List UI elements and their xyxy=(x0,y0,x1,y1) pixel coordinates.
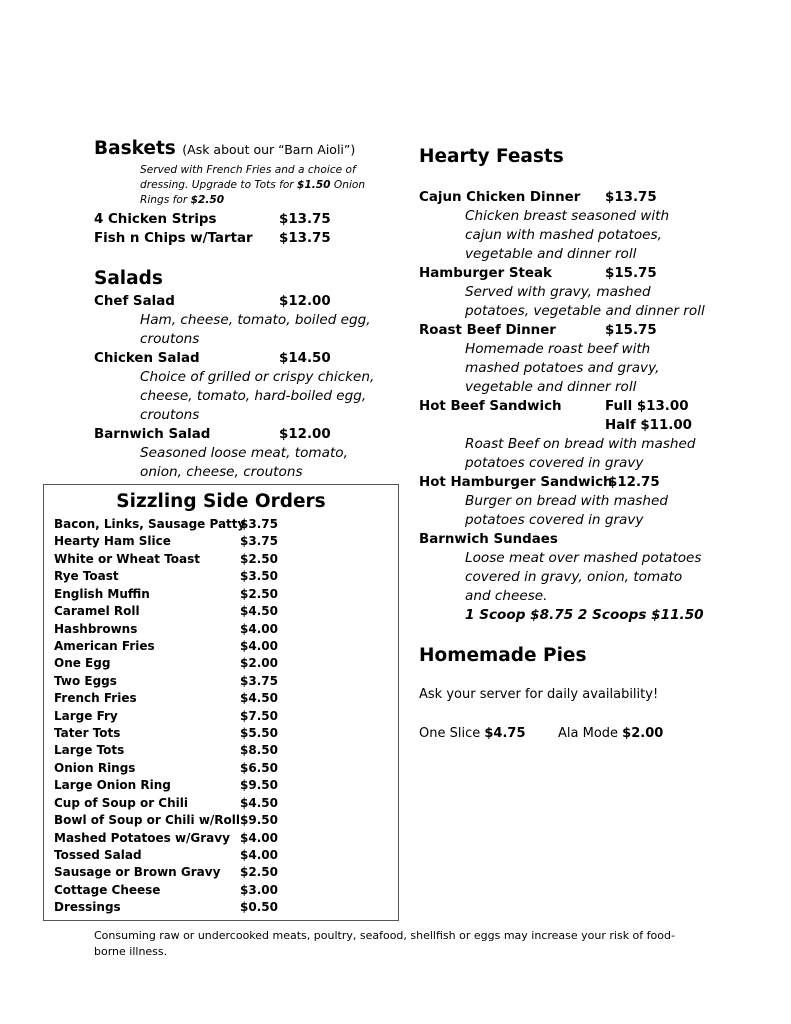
menu-item-price: $13.75 xyxy=(279,231,331,246)
menu-item: Chef Salad xyxy=(94,294,175,309)
menu-item-price: $15.75 xyxy=(605,266,657,281)
side-order-price: $3.75 xyxy=(240,517,278,531)
side-order-row xyxy=(54,795,394,812)
side-order-name: Rye Toast xyxy=(54,569,119,584)
side-order-row xyxy=(54,673,394,690)
menu-item-price-full: Full $13.00 xyxy=(605,399,689,414)
side-order-name: Cottage Cheese xyxy=(54,882,161,897)
sundae-scoop-prices: 1 Scoop $8.75 2 Scoops $11.50 xyxy=(465,607,704,623)
menu-item: Barnwich Sundaes xyxy=(419,532,558,547)
side-orders-title: Sizzling Side Orders xyxy=(116,491,326,512)
side-order-name: Hearty Ham Slice xyxy=(54,534,171,549)
side-order-price: $2.00 xyxy=(240,656,278,671)
pies-note: Ask your server for daily availability! xyxy=(419,687,659,702)
menu-item-description: Loose meat over mashed potatoes covered in gravy, onion, tomato and cheese. xyxy=(465,550,702,604)
side-order-name: Tater Tots xyxy=(54,726,121,741)
side-order-row xyxy=(54,638,394,655)
side-order-row xyxy=(54,690,394,707)
side-order-price: $3.50 xyxy=(240,569,278,584)
side-order-price: $9.50 xyxy=(240,813,278,828)
side-order-name: French Fries xyxy=(54,691,137,706)
menu-item: Fish n Chips w/Tartar xyxy=(94,231,253,246)
side-order-row xyxy=(54,830,394,847)
side-order-row xyxy=(54,847,394,864)
side-order-price: $5.50 xyxy=(240,726,278,741)
menu-item-price: $12.00 xyxy=(279,427,331,442)
side-order-price: $4.50 xyxy=(240,795,278,810)
menu-item-price-half: Half $11.00 xyxy=(605,418,692,433)
side-order-name: Hashbrowns xyxy=(54,621,138,636)
side-order-name: One Egg xyxy=(54,656,111,671)
side-order-name: Bacon, Links, Sausage Patty xyxy=(54,517,246,531)
side-order-row xyxy=(54,725,394,742)
side-order-name: Cup of Soup or Chili xyxy=(54,795,188,810)
menu-item: 4 Chicken Strips xyxy=(94,212,217,227)
side-order-name: Tossed Salad xyxy=(54,847,142,862)
side-order-price: $3.75 xyxy=(240,673,278,688)
side-order-row xyxy=(54,621,394,638)
pies-title: Homemade Pies xyxy=(419,645,587,666)
pie-slice-price: One Slice $4.75 xyxy=(419,726,526,741)
baskets-note: (Ask about our “Barn Aioli”) xyxy=(182,142,356,157)
side-order-price: $0.50 xyxy=(240,900,278,915)
menu-item-price: $12.75 xyxy=(608,475,660,490)
tots-upgrade-price: $1.50 xyxy=(297,179,331,191)
side-order-price: $2.50 xyxy=(240,865,278,880)
side-order-name: American Fries xyxy=(54,638,155,653)
side-order-row xyxy=(54,568,394,585)
baskets-title: Baskets xyxy=(94,138,176,159)
side-order-row xyxy=(54,551,394,568)
menu-item: Barnwich Salad xyxy=(94,427,211,442)
side-order-price: $8.50 xyxy=(240,743,278,758)
side-order-price: $2.50 xyxy=(240,586,278,601)
feasts-title: Hearty Feasts xyxy=(419,146,564,167)
side-order-name: Dressings xyxy=(54,900,121,915)
menu-item-description: Ham, cheese, tomato, boiled egg, croutons xyxy=(140,312,371,347)
side-order-row xyxy=(54,812,394,829)
side-order-name: English Muffin xyxy=(54,586,150,601)
baskets-heading xyxy=(94,138,355,159)
pie-alamode-price: Ala Mode $2.00 xyxy=(558,726,664,741)
menu-item: Hamburger Steak xyxy=(419,266,552,281)
side-order-price: $4.00 xyxy=(240,830,278,845)
salads-title: Salads xyxy=(94,268,163,289)
side-order-name: Caramel Roll xyxy=(54,604,140,619)
side-order-row xyxy=(54,742,394,759)
side-order-row xyxy=(54,655,394,672)
side-order-name: Large Tots xyxy=(54,743,125,758)
menu-item: Roast Beef Dinner xyxy=(419,323,556,338)
menu-item: Chicken Salad xyxy=(94,351,200,366)
menu-item-description: Roast Beef on bread with mashed potatoes covered in gravy xyxy=(465,436,696,471)
side-order-row xyxy=(54,708,394,725)
side-order-price: $4.00 xyxy=(240,621,278,636)
side-order-row xyxy=(54,533,394,550)
side-order-row xyxy=(54,603,394,620)
side-order-price: $7.50 xyxy=(240,708,278,723)
side-order-price: $3.00 xyxy=(240,882,278,897)
side-order-row xyxy=(54,882,394,899)
menu-item-description: Homemade roast beef with mashed potatoes and gravy, vegetable and dinner roll xyxy=(465,341,660,395)
side-order-row xyxy=(54,586,394,603)
side-order-row xyxy=(54,899,394,916)
menu-item: Hot Hamburger Sandwich xyxy=(419,475,613,490)
side-order-price: $3.75 xyxy=(240,534,278,549)
menu-item-description: Choice of grilled or crispy chicken, cheese, tomato, hard-boiled egg, croutons xyxy=(140,369,375,423)
menu-item-description: Chicken breast seasoned with cajun with mashed potatoes, vegetable and dinner roll xyxy=(465,208,670,262)
side-order-row xyxy=(54,516,394,533)
rings-upgrade-price: $2.50 xyxy=(190,194,225,206)
side-order-name: Large Fry xyxy=(54,708,118,723)
menu-item-price: $15.75 xyxy=(605,323,657,338)
menu-item-price: $14.50 xyxy=(279,351,331,366)
menu-item-price: $12.00 xyxy=(279,294,331,309)
side-order-price: $9.50 xyxy=(240,778,278,793)
menu-item-price: $13.75 xyxy=(279,212,331,227)
menu-item-description: Burger on bread with mashed potatoes covered in gravy xyxy=(465,493,668,528)
side-order-row xyxy=(54,760,394,777)
side-order-name: Mashed Potatoes w/Gravy xyxy=(54,830,230,845)
menu-item: Hot Beef Sandwich xyxy=(419,399,562,414)
food-safety-disclaimer: Consuming raw or undercooked meats, poultry, seafood, shellfish or eggs may increase your risk of food-borne illness. xyxy=(94,929,675,958)
side-order-name: Two Eggs xyxy=(54,673,117,688)
menu-item-description: Served with gravy, mashed potatoes, vegetable and dinner roll xyxy=(465,284,705,319)
side-order-name: Large Onion Ring xyxy=(54,778,171,793)
side-order-name: Sausage or Brown Gravy xyxy=(54,865,221,880)
baskets-description: Served with French Fries and a choice of dressing. Upgrade to Tots for $1.50 Onion Rings for $2.50 xyxy=(140,164,366,206)
side-order-price: $4.50 xyxy=(240,604,278,619)
side-order-price: $4.00 xyxy=(240,847,278,862)
side-orders-box xyxy=(43,484,399,921)
side-order-name: Bowl of Soup or Chili w/Roll xyxy=(54,813,240,828)
menu-item-price: $13.75 xyxy=(605,190,657,205)
side-order-price: $4.50 xyxy=(240,691,278,706)
side-order-price: $2.50 xyxy=(240,551,278,566)
side-order-row xyxy=(54,864,394,881)
side-order-name: Onion Rings xyxy=(54,760,136,775)
menu-item-description: Seasoned loose meat, tomato, onion, cheese, croutons xyxy=(140,445,348,480)
menu-item: Cajun Chicken Dinner xyxy=(419,190,581,205)
side-order-name: White or Wheat Toast xyxy=(54,551,201,566)
side-order-price: $4.00 xyxy=(240,638,278,653)
side-order-price: $6.50 xyxy=(240,760,278,775)
side-order-row xyxy=(54,777,394,794)
